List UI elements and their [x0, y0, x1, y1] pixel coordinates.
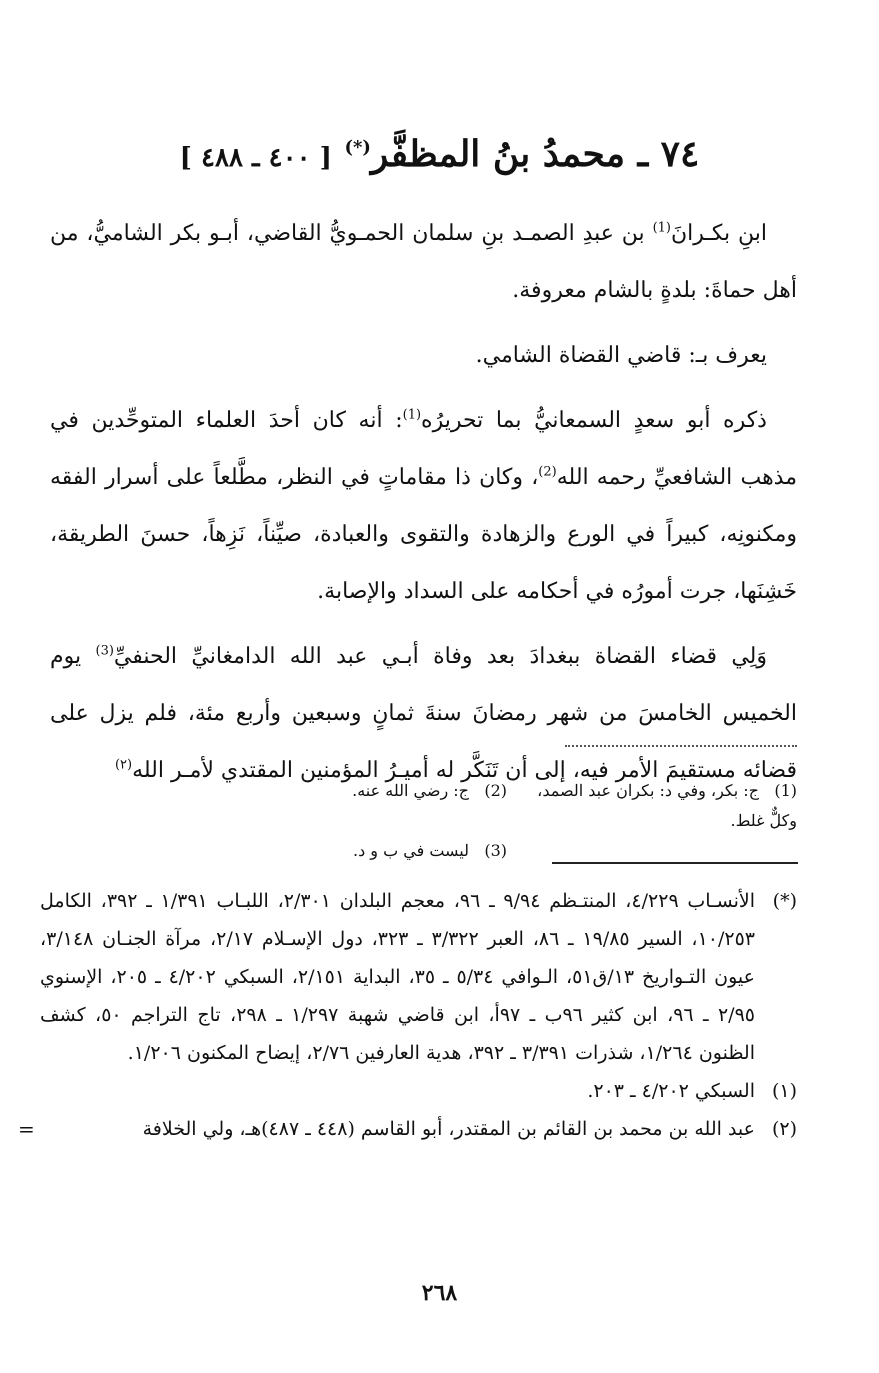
p4-part-b: يوم الخميس الخامسَ من شهر رمضانَ سنةَ ثمانٍ وسبعين وأربع مئة، فلم يزل على قضائه مستقيمَ الأمر فيه، إلى أن تَنَكَّر له أميـرُ المؤمنين المقتدي لأمـر الله — [50, 644, 797, 783]
note-3 — [230, 836, 507, 866]
body-text — [50, 205, 797, 807]
footnote-ref-3: (3) — [95, 643, 114, 659]
p1-part-b: بن عبدِ الصمـد بنِ سلمان الحمـويُّ القاضي، أبـو بكر الشاميُّ، من أهل حماةَ: بلدةٍ بالشام معروفة. — [50, 221, 797, 303]
source-ref-2: (٢) — [114, 757, 133, 773]
paragraph-2: يعرف بـ: قاضي القضاة الشامي. — [475, 343, 767, 368]
source-2 — [18, 1110, 797, 1148]
source-1-mark: (١) — [771, 1080, 797, 1102]
footnote-ref-2: (2) — [538, 464, 557, 480]
entry-star-ref: (*) — [344, 137, 371, 158]
p3-part-a: ذكره أبو سعدٍ السمعانيُّ بما تحريرُه — [421, 408, 767, 433]
notes-row-1 — [230, 776, 797, 836]
p3-part-c: ، وكان ذا مقاماتٍ في النظر، مطَّلعاً على أسرار الفقه ومكنونِه، كبيراً في الورع والزهادة والتقوى والعبادة، صيِّناً، نَزِهاً، حسنَ الطريقة، خَشِنَها، جرت أمورُه في أحكامه على السداد والإصابة. — [50, 465, 797, 604]
source-1 — [40, 1072, 797, 1110]
source-star — [40, 882, 797, 1072]
source-star-mark: (*) — [772, 890, 797, 912]
source-notes — [18, 882, 797, 1148]
note-1-text: ج: بكر، وفي د: بكران عبد الصمد، وكلٌّ غلط. — [537, 781, 797, 830]
footnote-ref-1b: (1) — [402, 407, 422, 423]
entry-heading — [60, 118, 819, 188]
p1-part-a: ابنِ بكـرانَ — [671, 221, 767, 246]
continuation-mark: = — [18, 1117, 35, 1141]
source-2-text: عبد الله بن محمد بن القائم بن المقتدر، أبو القاسم (٤٤٨ ـ ٤٨٧)هـ، ولي الخلافة — [142, 1118, 755, 1140]
note-2-number: (2) — [484, 781, 507, 800]
page-number: ٢٦٨ — [421, 1280, 458, 1306]
paragraph-4 — [50, 628, 797, 799]
footnote-ref-1: (1) — [652, 220, 671, 236]
paragraph-3 — [50, 392, 797, 620]
notes-dotted-divider — [565, 745, 797, 747]
note-1 — [507, 776, 797, 836]
note-3-text: ليست في ب و د. — [352, 841, 469, 860]
source-star-text: الأنسـاب ٤/٢٢٩، المنتـظم ٩/٩٤ ـ ٩٦، معجم البلدان ٢/٣٠١، اللبـاب ١/٣٩١ ـ ٣٩٢، الكامل ١٠/٢٥٣، السير ١٩/٨٥ ـ ٨٦، العبر ٣/٣٢٢ ـ ٣٢٣، دول الإسـلام ٢/١٧، مرآة الجنـان ٣/١٤٨، عيون التـواريخ ١٣/ق٥١، الـوافي ٥/٣٤ ـ ٣٥، البداية ٢/١٥١، السبكي ٤/٢٠٢ ـ ٢٠٥، الإسنوي ٢/٩٥ ـ ٩٦، ابن كثير ٩٦ب ـ ٩٧أ، ابن قاضي شهبة ١/٢٩٧ ـ ٢٩٨، تاج التراجم ٥٠، كشف الظنون ١/٢٦٤، شذرات ٣/٣٩١ ـ ٣٩٢، هدية العارفين ٢/٧٦، إيضاح المكنون ١/٢٠٦. — [40, 890, 756, 1064]
sources-divider — [552, 862, 798, 864]
entry-title: ٧٤ ـ محمدُ بنُ المظفَّر — [370, 133, 700, 175]
textual-notes — [230, 776, 797, 866]
note-2-text: ج: رضي الله عنه. — [352, 781, 469, 800]
note-3-number: (3) — [484, 841, 507, 860]
entry-dates: [ ٤٠٠ ـ ٤٨٨ ] — [179, 143, 332, 173]
p3-part-b: : أنه كان أحدَ العلماء المتوحِّدين في مذهب الشافعيِّ رحمه الله — [50, 408, 797, 490]
source-1-text: السبكي ٤/٢٠٢ ـ ٢٠٣. — [587, 1080, 755, 1102]
note-1-number: (1) — [774, 781, 797, 800]
p4-part-a: وَلِي قضاء القضاة ببغدادَ بعد وفاة أبـي عبد الله الدامغانيِّ الحنفيِّ — [113, 644, 768, 669]
paragraph-1 — [50, 205, 797, 319]
source-2-mark: (٢) — [771, 1118, 797, 1140]
note-2 — [230, 776, 507, 836]
